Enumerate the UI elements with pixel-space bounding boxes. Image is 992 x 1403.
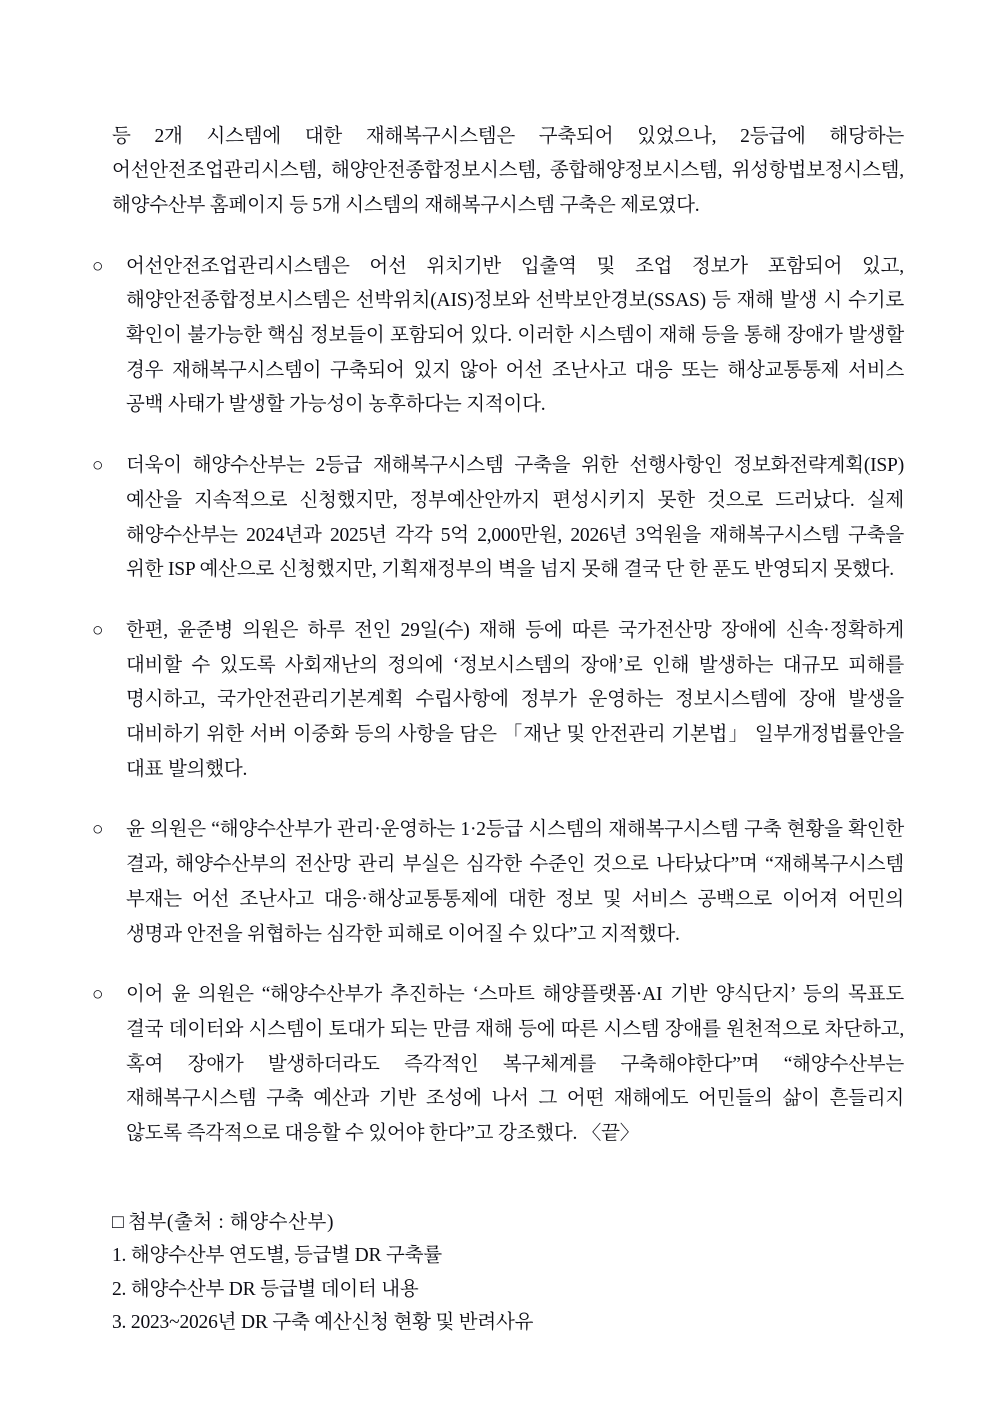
- square-bullet-icon: □: [112, 1211, 124, 1233]
- paragraph-text: 등 2개 시스템에 대한 재해복구시스템은 구축되어 있었으나, 2등급에 해당하는 어선안전조업관리시스템, 해양안전종합정보시스템, 종합해양정보시스템, 위성항법보정시스템, 해양수산부 홈페이지 등 5개 시스템의 재해복구시스템 구축은 제로였다.: [112, 125, 904, 216]
- paragraph-body: [92, 250, 904, 424]
- paragraph-text: 어선안전조업관리시스템은 어선 위치기반 입출역 및 조업 정보가 포함되어 있고, 해양안전종합정보시스템은 선박위치(AIS)정보와 선박보안경보(SSAS) 등 재해 발생 시 수기로 확인이 불가능한 핵심 정보들이 포함되어 있다. 이러한 시스템이 재해 등을 통해 장애가 발생할 경우 재해복구시스템이 구축되어 있지 않아 어선 조난사고 대응 또는 해상교통통제 서비스 공백 사태가 발생할 가능성이 농후하다는 지적이다.: [126, 255, 904, 416]
- paragraph-item-1: [92, 250, 904, 424]
- attachment-item: 3. 2023~2026년 DR 구축 예산신청 현황 및 반려사유: [112, 1312, 534, 1334]
- paragraph-body: [92, 614, 904, 788]
- bullet-circle-icon: ○: [92, 619, 104, 641]
- paragraph-text: 한편, 윤준병 의원은 하루 전인 29일(수) 재해 등에 따른 국가전산망 장애에 신속·정확하게 대비할 수 있도록 사회재난의 정의에 ‘정보시스템의 장애’로 인해 발생하는 대규모 피해를 명시하고, 국가안전관리기본계획 수립사항에 정부가 운영하는 정보시스템에 장애 발생을 대비하기 위한 서버 이중화 등의 사항을 담은 「재난 및 안전관리 기본법」 일부개정법률안을 대표 발의했다.: [126, 619, 904, 780]
- paragraph-item-2: [92, 449, 904, 588]
- paragraph-intro: [92, 120, 904, 224]
- paragraph-text: 윤 의원은 “해양수산부가 관리·운영하는 1·2등급 시스템의 재해복구시스템 구축 현황을 확인한 결과, 해양수산부의 전산망 관리 부실은 심각한 수준인 것으로 나타났다”며 “재해복구시스템 부재는 어선 조난사고 대응·해상교통통제에 대한 정보 및 서비스 공백으로 이어져 어민의 생명과 안전을 위협하는 심각한 피해로 이어질 수 있다”고 지적했다.: [126, 819, 904, 945]
- attachment-list: [92, 1206, 904, 1340]
- attachment-item: 1. 해양수산부 연도별, 등급별 DR 구축률: [112, 1245, 442, 1267]
- paragraph-item-5: [92, 978, 904, 1152]
- paragraph-body: [92, 813, 904, 952]
- paragraph-item-3: [92, 614, 904, 788]
- paragraph-body: [92, 449, 904, 588]
- attachment-heading-label: 첨부(출처 : 해양수산부): [128, 1211, 335, 1233]
- attachment-heading: [92, 1206, 904, 1240]
- bullet-circle-icon: ○: [92, 984, 104, 1006]
- attachment-item: 2. 해양수산부 DR 등급별 데이터 내용: [112, 1278, 419, 1300]
- paragraph-item-4: [92, 813, 904, 952]
- bullet-circle-icon: ○: [92, 455, 104, 477]
- paragraph-body: [92, 978, 904, 1152]
- bullet-circle-icon: ○: [92, 255, 104, 277]
- paragraph-text: 더욱이 해양수산부는 2등급 재해복구시스템 구축을 위한 선행사항인 정보화전략계획(ISP) 예산을 지속적으로 신청했지만, 정부예산안까지 편성시키지 못한 것으로 드러났다. 실제 해양수산부는 2024년과 2025년 각각 5억 2,000만원, 2026년 3억원을 재해복구시스템 구축을 위한 ISP 예산으로 신청했지만, 기획재정부의 벽을 넘지 못해 결국 단 한 푼도 반영되지 못했다.: [126, 455, 904, 581]
- bullet-circle-icon: ○: [92, 819, 104, 841]
- paragraph-text: 이어 윤 의원은 “해양수산부가 추진하는 ‘스마트 해양플랫폼·AI 기반 양식단지’ 등의 목표도 결국 데이터와 시스템이 토대가 되는 만큼 재해 등에 따른 시스템 장애를 원천적으로 차단하고, 혹여 장애가 발생하더라도 즉각적인 복구체계를 구축해야한다”며 “해양수산부는 재해복구시스템 구축 예산과 기반 조성에 나서 그 어떤 재해에도 어민들의 삶이 흔들리지 않도록 즉각적으로 대응할 수 있어야 한다”고 강조했다. 〈끝〉: [126, 984, 904, 1145]
